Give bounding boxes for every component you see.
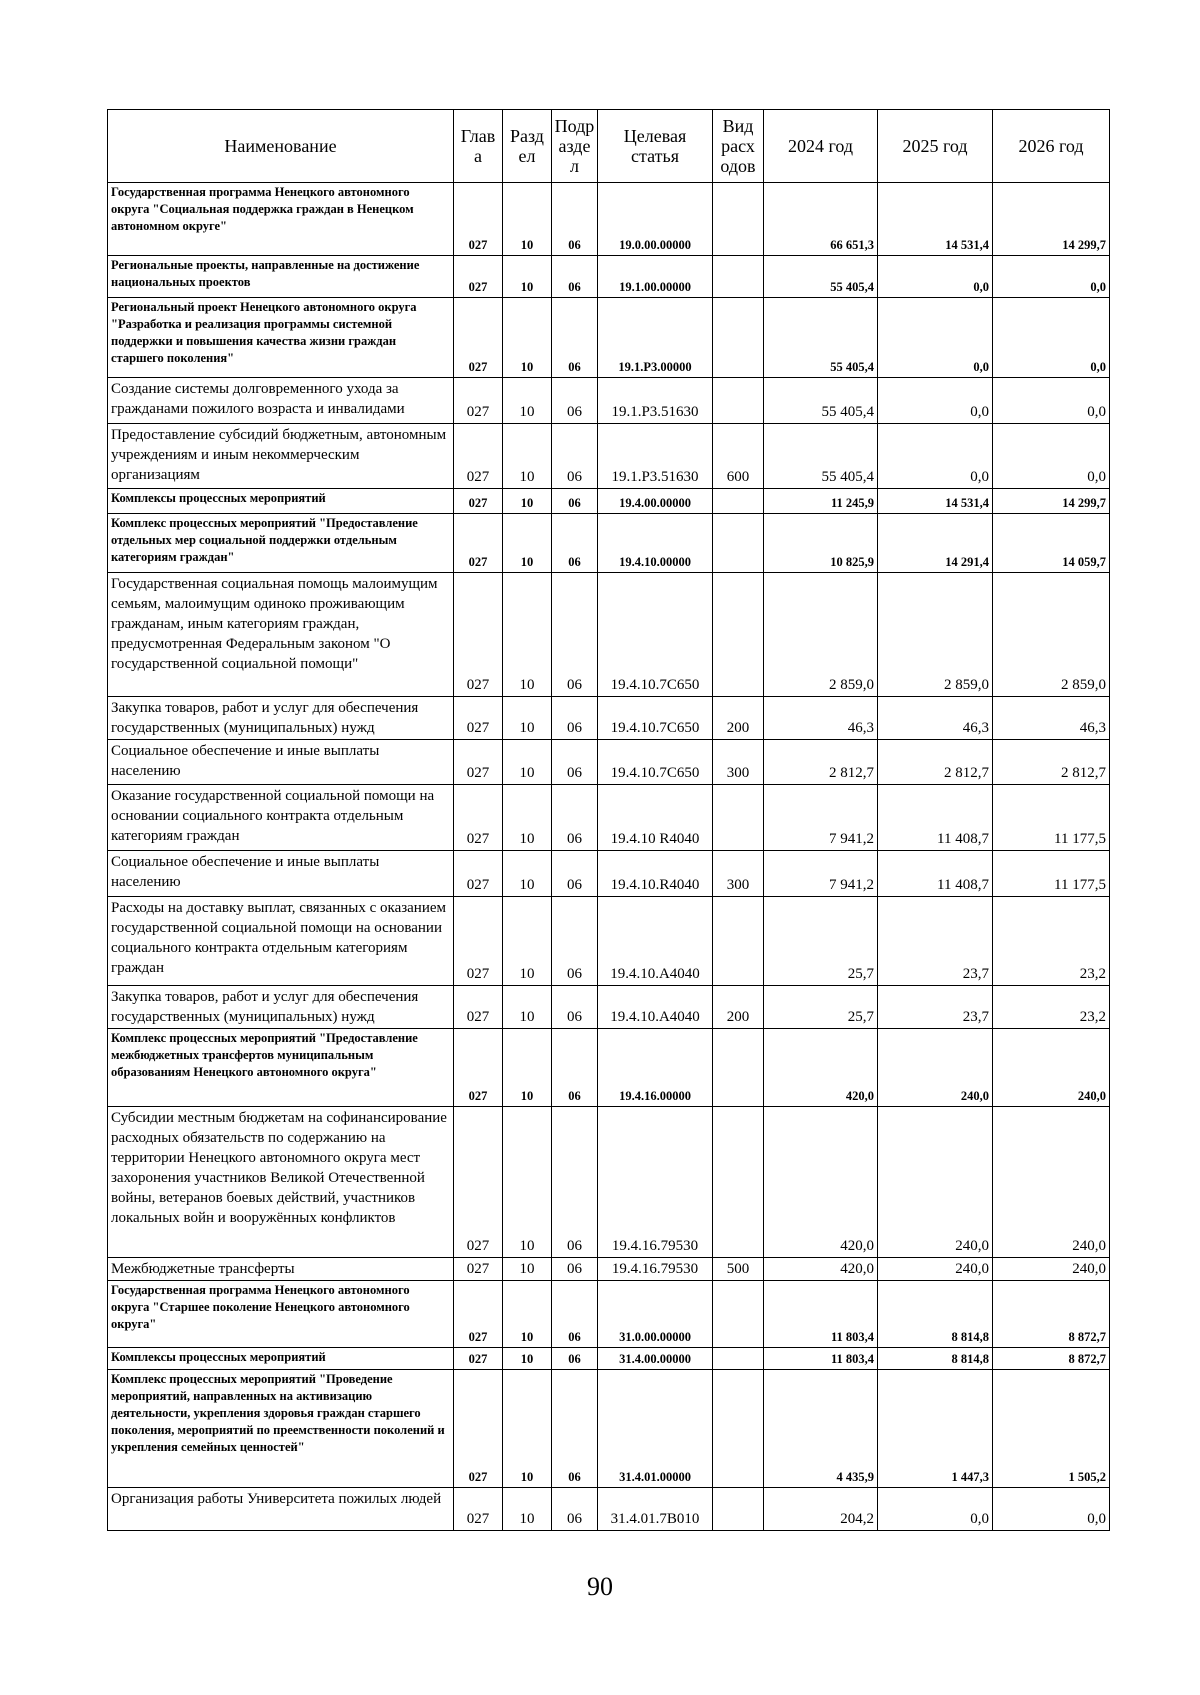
table-row — [108, 986, 1110, 1029]
glava-cell: 027 — [454, 256, 503, 298]
amount-2025-cell: 8 814,8 — [878, 1281, 993, 1348]
glava-cell: 027 — [454, 851, 503, 897]
vid-rashodov-cell — [713, 489, 764, 514]
vid-rashodov-cell — [713, 1348, 764, 1370]
table-row — [108, 1281, 1110, 1348]
glava-cell: 027 — [454, 1348, 503, 1370]
amount-2025-cell: 240,0 — [878, 1107, 993, 1258]
table-row — [108, 424, 1110, 489]
row-name-cell: Комплекс процессных мероприятий "Предоставление отдельных мер социальной поддержки отдельным категориям граждан" — [108, 514, 454, 573]
glava-cell: 027 — [454, 514, 503, 573]
razdel-cell: 10 — [503, 1107, 552, 1258]
vid-rashodov-cell: 200 — [713, 986, 764, 1029]
row-name-cell: Государственная программа Ненецкого автономного округа "Социальная поддержка граждан в Ненецком автономном округе" — [108, 183, 454, 256]
row-name-cell: Социальное обеспечение и иные выплаты населению — [108, 740, 454, 785]
amount-2024-cell: 4 435,9 — [764, 1370, 878, 1488]
glava-cell: 027 — [454, 697, 503, 740]
glava-cell: 027 — [454, 573, 503, 697]
table-row — [108, 697, 1110, 740]
razdel-cell: 10 — [503, 489, 552, 514]
razdel-cell: 10 — [503, 897, 552, 986]
podrazdel-cell: 06 — [552, 897, 598, 986]
amount-2026-cell: 11 177,5 — [993, 785, 1110, 851]
celevaya-statya-cell: 19.4.10.А4040 — [598, 897, 713, 986]
amount-2024-cell: 7 941,2 — [764, 851, 878, 897]
glava-cell: 027 — [454, 1029, 503, 1107]
celevaya-statya-cell: 31.0.00.00000 — [598, 1281, 713, 1348]
amount-2024-cell: 25,7 — [764, 897, 878, 986]
amount-2024-cell: 2 859,0 — [764, 573, 878, 697]
row-name-cell: Организация работы Университета пожилых людей — [108, 1488, 454, 1531]
celevaya-statya-cell: 19.1.P3.51630 — [598, 424, 713, 489]
row-name-cell: Создание системы долговременного ухода за гражданами пожилого возраста и инвалидами — [108, 378, 454, 424]
amount-2026-cell: 23,2 — [993, 897, 1110, 986]
amount-2024-cell: 204,2 — [764, 1488, 878, 1531]
row-name-cell: Предоставление субсидий бюджетным, автономным учреждениям и иным некоммерческим организациям — [108, 424, 454, 489]
podrazdel-cell: 06 — [552, 986, 598, 1029]
row-name-cell: Субсидии местным бюджетам на софинансирование расходных обязательств по содержанию на территории Ненецкого автономного округа мест захоронения участников Великой Отечественной войны, ветеранов боевых действий, участников локальных войн и вооружённых конфликтов — [108, 1107, 454, 1258]
razdel-cell: 10 — [503, 183, 552, 256]
amount-2026-cell: 0,0 — [993, 1488, 1110, 1531]
budget-table — [107, 109, 1110, 1531]
amount-2026-cell: 0,0 — [993, 378, 1110, 424]
row-name-cell: Комплексы процессных мероприятий — [108, 1348, 454, 1370]
header-razdel: Разд ел — [503, 110, 552, 183]
amount-2026-cell: 0,0 — [993, 256, 1110, 298]
celevaya-statya-cell: 31.4.01.7В010 — [598, 1488, 713, 1531]
amount-2024-cell: 11 803,4 — [764, 1348, 878, 1370]
podrazdel-cell: 06 — [552, 489, 598, 514]
row-name-cell: Закупка товаров, работ и услуг для обеспечения государственных (муниципальных) нужд — [108, 697, 454, 740]
amount-2025-cell: 1 447,3 — [878, 1370, 993, 1488]
amount-2026-cell: 8 872,7 — [993, 1348, 1110, 1370]
celevaya-statya-cell: 31.4.00.00000 — [598, 1348, 713, 1370]
header-glava: Глав а — [454, 110, 503, 183]
celevaya-statya-cell: 19.4.00.00000 — [598, 489, 713, 514]
amount-2026-cell: 14 059,7 — [993, 514, 1110, 573]
header-podrazdel: Подр азде л — [552, 110, 598, 183]
celevaya-statya-cell: 19.1.00.00000 — [598, 256, 713, 298]
row-name-cell: Комплексы процессных мероприятий — [108, 489, 454, 514]
amount-2024-cell: 420,0 — [764, 1029, 878, 1107]
podrazdel-cell: 06 — [552, 1029, 598, 1107]
row-name-cell: Расходы на доставку выплат, связанных с оказанием государственной социальной помощи на основании социального контракта отдельным категориям граждан — [108, 897, 454, 986]
amount-2026-cell: 14 299,7 — [993, 183, 1110, 256]
celevaya-statya-cell: 19.1.P3.00000 — [598, 298, 713, 378]
amount-2025-cell: 14 531,4 — [878, 183, 993, 256]
vid-rashodov-cell — [713, 298, 764, 378]
amount-2024-cell: 46,3 — [764, 697, 878, 740]
podrazdel-cell: 06 — [552, 256, 598, 298]
celevaya-statya-cell: 19.4.16.00000 — [598, 1029, 713, 1107]
amount-2025-cell: 14 291,4 — [878, 514, 993, 573]
razdel-cell: 10 — [503, 785, 552, 851]
row-name-cell: Региональные проекты, направленные на достижение национальных проектов — [108, 256, 454, 298]
amount-2026-cell: 11 177,5 — [993, 851, 1110, 897]
podrazdel-cell: 06 — [552, 785, 598, 851]
table-row — [108, 298, 1110, 378]
glava-cell: 027 — [454, 740, 503, 785]
amount-2025-cell: 240,0 — [878, 1029, 993, 1107]
podrazdel-cell: 06 — [552, 298, 598, 378]
row-name-cell: Государственная социальная помощь малоимущим семьям, малоимущим одиноко проживающим гражданам, иным категориям граждан, предусмотренная Федеральным законом "О государственной социальной помощи" — [108, 573, 454, 697]
vid-rashodov-cell — [713, 1488, 764, 1531]
podrazdel-cell: 06 — [552, 1488, 598, 1531]
glava-cell: 027 — [454, 986, 503, 1029]
amount-2025-cell: 46,3 — [878, 697, 993, 740]
celevaya-statya-cell: 19.1.P3.51630 — [598, 378, 713, 424]
amount-2024-cell: 25,7 — [764, 986, 878, 1029]
podrazdel-cell: 06 — [552, 424, 598, 489]
amount-2025-cell: 240,0 — [878, 1258, 993, 1281]
amount-2026-cell: 8 872,7 — [993, 1281, 1110, 1348]
celevaya-statya-cell: 19.4.10.7С650 — [598, 573, 713, 697]
vid-rashodov-cell — [713, 1107, 764, 1258]
podrazdel-cell: 06 — [552, 1107, 598, 1258]
amount-2025-cell: 14 531,4 — [878, 489, 993, 514]
table-row — [108, 740, 1110, 785]
amount-2026-cell: 2 859,0 — [993, 573, 1110, 697]
amount-2026-cell: 0,0 — [993, 424, 1110, 489]
podrazdel-cell: 06 — [552, 1281, 598, 1348]
amount-2024-cell: 66 651,3 — [764, 183, 878, 256]
vid-rashodov-cell: 300 — [713, 740, 764, 785]
vid-rashodov-cell: 500 — [713, 1258, 764, 1281]
razdel-cell: 10 — [503, 697, 552, 740]
amount-2024-cell: 2 812,7 — [764, 740, 878, 785]
celevaya-statya-cell: 19.4.10.R4040 — [598, 851, 713, 897]
row-name-cell: Комплекс процессных мероприятий "Предоставление межбюджетных трансфертов муниципальным образованиям Ненецкого автономного округа" — [108, 1029, 454, 1107]
amount-2024-cell: 420,0 — [764, 1258, 878, 1281]
glava-cell: 027 — [454, 489, 503, 514]
amount-2024-cell: 55 405,4 — [764, 256, 878, 298]
amount-2026-cell: 14 299,7 — [993, 489, 1110, 514]
amount-2025-cell: 2 859,0 — [878, 573, 993, 697]
table-row — [108, 851, 1110, 897]
header-vid-rashodov: Вид расх одов — [713, 110, 764, 183]
vid-rashodov-cell — [713, 514, 764, 573]
podrazdel-cell: 06 — [552, 514, 598, 573]
glava-cell: 027 — [454, 183, 503, 256]
header-celevaya-statya: Целевая статья — [598, 110, 713, 183]
vid-rashodov-cell — [713, 1370, 764, 1488]
table-row — [108, 573, 1110, 697]
header-row — [108, 110, 1110, 183]
glava-cell: 027 — [454, 1488, 503, 1531]
celevaya-statya-cell: 31.4.01.00000 — [598, 1370, 713, 1488]
glava-cell: 027 — [454, 1370, 503, 1488]
vid-rashodov-cell — [713, 897, 764, 986]
amount-2024-cell: 7 941,2 — [764, 785, 878, 851]
razdel-cell: 10 — [503, 1488, 552, 1531]
razdel-cell: 10 — [503, 1029, 552, 1107]
celevaya-statya-cell: 19.4.10.00000 — [598, 514, 713, 573]
glava-cell: 027 — [454, 1107, 503, 1258]
amount-2026-cell: 2 812,7 — [993, 740, 1110, 785]
glava-cell: 027 — [454, 378, 503, 424]
amount-2026-cell: 240,0 — [993, 1107, 1110, 1258]
glava-cell: 027 — [454, 298, 503, 378]
glava-cell: 027 — [454, 1258, 503, 1281]
row-name-cell: Государственная программа Ненецкого автономного округа "Старшее поколение Ненецкого автономного округа" — [108, 1281, 454, 1348]
vid-rashodov-cell — [713, 378, 764, 424]
amount-2026-cell: 240,0 — [993, 1029, 1110, 1107]
podrazdel-cell: 06 — [552, 183, 598, 256]
row-name-cell: Закупка товаров, работ и услуг для обеспечения государственных (муниципальных) нужд — [108, 986, 454, 1029]
amount-2024-cell: 420,0 — [764, 1107, 878, 1258]
row-name-cell: Комплекс процессных мероприятий "Проведение мероприятий, направленных на активизацию деятельности, укрепления здоровья граждан старшего поколения, мероприятий по преемственности поколений и укрепления семейных ценностей" — [108, 1370, 454, 1488]
amount-2025-cell: 0,0 — [878, 378, 993, 424]
razdel-cell: 10 — [503, 1370, 552, 1488]
amount-2025-cell: 8 814,8 — [878, 1348, 993, 1370]
podrazdel-cell: 06 — [552, 740, 598, 785]
table-row — [108, 1370, 1110, 1488]
podrazdel-cell: 06 — [552, 851, 598, 897]
razdel-cell: 10 — [503, 298, 552, 378]
row-name-cell: Межбюджетные трансферты — [108, 1258, 454, 1281]
amount-2024-cell: 55 405,4 — [764, 424, 878, 489]
razdel-cell: 10 — [503, 1281, 552, 1348]
razdel-cell: 10 — [503, 256, 552, 298]
amount-2024-cell: 11 803,4 — [764, 1281, 878, 1348]
amount-2026-cell: 240,0 — [993, 1258, 1110, 1281]
table-row — [108, 489, 1110, 514]
amount-2026-cell: 0,0 — [993, 298, 1110, 378]
table-row — [108, 256, 1110, 298]
amount-2026-cell: 1 505,2 — [993, 1370, 1110, 1488]
razdel-cell: 10 — [503, 573, 552, 697]
glava-cell: 027 — [454, 785, 503, 851]
razdel-cell: 10 — [503, 1348, 552, 1370]
razdel-cell: 10 — [503, 424, 552, 489]
table-row — [108, 897, 1110, 986]
celevaya-statya-cell: 19.4.10.7С650 — [598, 740, 713, 785]
amount-2025-cell: 0,0 — [878, 424, 993, 489]
row-name-cell: Региональный проект Ненецкого автономного округа "Разработка и реализация программы системной поддержки и повышения качества жизни граждан старшего поколения" — [108, 298, 454, 378]
glava-cell: 027 — [454, 424, 503, 489]
glava-cell: 027 — [454, 1281, 503, 1348]
glava-cell: 027 — [454, 897, 503, 986]
podrazdel-cell: 06 — [552, 1258, 598, 1281]
razdel-cell: 10 — [503, 378, 552, 424]
amount-2024-cell: 55 405,4 — [764, 298, 878, 378]
table-row — [108, 183, 1110, 256]
row-name-cell: Социальное обеспечение и иные выплаты населению — [108, 851, 454, 897]
amount-2025-cell: 0,0 — [878, 1488, 993, 1531]
vid-rashodov-cell — [713, 573, 764, 697]
razdel-cell: 10 — [503, 986, 552, 1029]
amount-2025-cell: 23,7 — [878, 986, 993, 1029]
amount-2026-cell: 23,2 — [993, 986, 1110, 1029]
table-row — [108, 514, 1110, 573]
celevaya-statya-cell: 19.4.10.7С650 — [598, 697, 713, 740]
podrazdel-cell: 06 — [552, 1370, 598, 1488]
podrazdel-cell: 06 — [552, 697, 598, 740]
vid-rashodov-cell: 300 — [713, 851, 764, 897]
header-2024: 2024 год — [764, 110, 878, 183]
table-row — [108, 1258, 1110, 1281]
row-name-cell: Оказание государственной социальной помощи на основании социального контракта отдельным категориям граждан — [108, 785, 454, 851]
razdel-cell: 10 — [503, 1258, 552, 1281]
header-name: Наименование — [108, 110, 454, 183]
amount-2024-cell: 55 405,4 — [764, 378, 878, 424]
header-2026: 2026 год — [993, 110, 1110, 183]
amount-2025-cell: 23,7 — [878, 897, 993, 986]
podrazdel-cell: 06 — [552, 1348, 598, 1370]
table-row — [108, 785, 1110, 851]
celevaya-statya-cell: 19.4.16.79530 — [598, 1107, 713, 1258]
amount-2025-cell: 0,0 — [878, 298, 993, 378]
table-body — [108, 183, 1110, 1531]
table-row — [108, 378, 1110, 424]
table-row — [108, 1029, 1110, 1107]
vid-rashodov-cell — [713, 1281, 764, 1348]
celevaya-statya-cell: 19.4.16.79530 — [598, 1258, 713, 1281]
amount-2024-cell: 11 245,9 — [764, 489, 878, 514]
razdel-cell: 10 — [503, 514, 552, 573]
amount-2025-cell: 11 408,7 — [878, 851, 993, 897]
celevaya-statya-cell: 19.0.00.00000 — [598, 183, 713, 256]
table-row — [108, 1348, 1110, 1370]
amount-2025-cell: 2 812,7 — [878, 740, 993, 785]
celevaya-statya-cell: 19.4.10 R4040 — [598, 785, 713, 851]
vid-rashodov-cell — [713, 785, 764, 851]
page-number: 90 — [587, 1572, 613, 1601]
vid-rashodov-cell: 200 — [713, 697, 764, 740]
podrazdel-cell: 06 — [552, 378, 598, 424]
razdel-cell: 10 — [503, 851, 552, 897]
razdel-cell: 10 — [503, 740, 552, 785]
amount-2024-cell: 10 825,9 — [764, 514, 878, 573]
amount-2025-cell: 11 408,7 — [878, 785, 993, 851]
table-row — [108, 1488, 1110, 1531]
vid-rashodov-cell — [713, 1029, 764, 1107]
amount-2025-cell: 0,0 — [878, 256, 993, 298]
vid-rashodov-cell — [713, 183, 764, 256]
celevaya-statya-cell: 19.4.10.А4040 — [598, 986, 713, 1029]
amount-2026-cell: 46,3 — [993, 697, 1110, 740]
vid-rashodov-cell — [713, 256, 764, 298]
vid-rashodov-cell: 600 — [713, 424, 764, 489]
podrazdel-cell: 06 — [552, 573, 598, 697]
table-row — [108, 1107, 1110, 1258]
header-2025: 2025 год — [878, 110, 993, 183]
